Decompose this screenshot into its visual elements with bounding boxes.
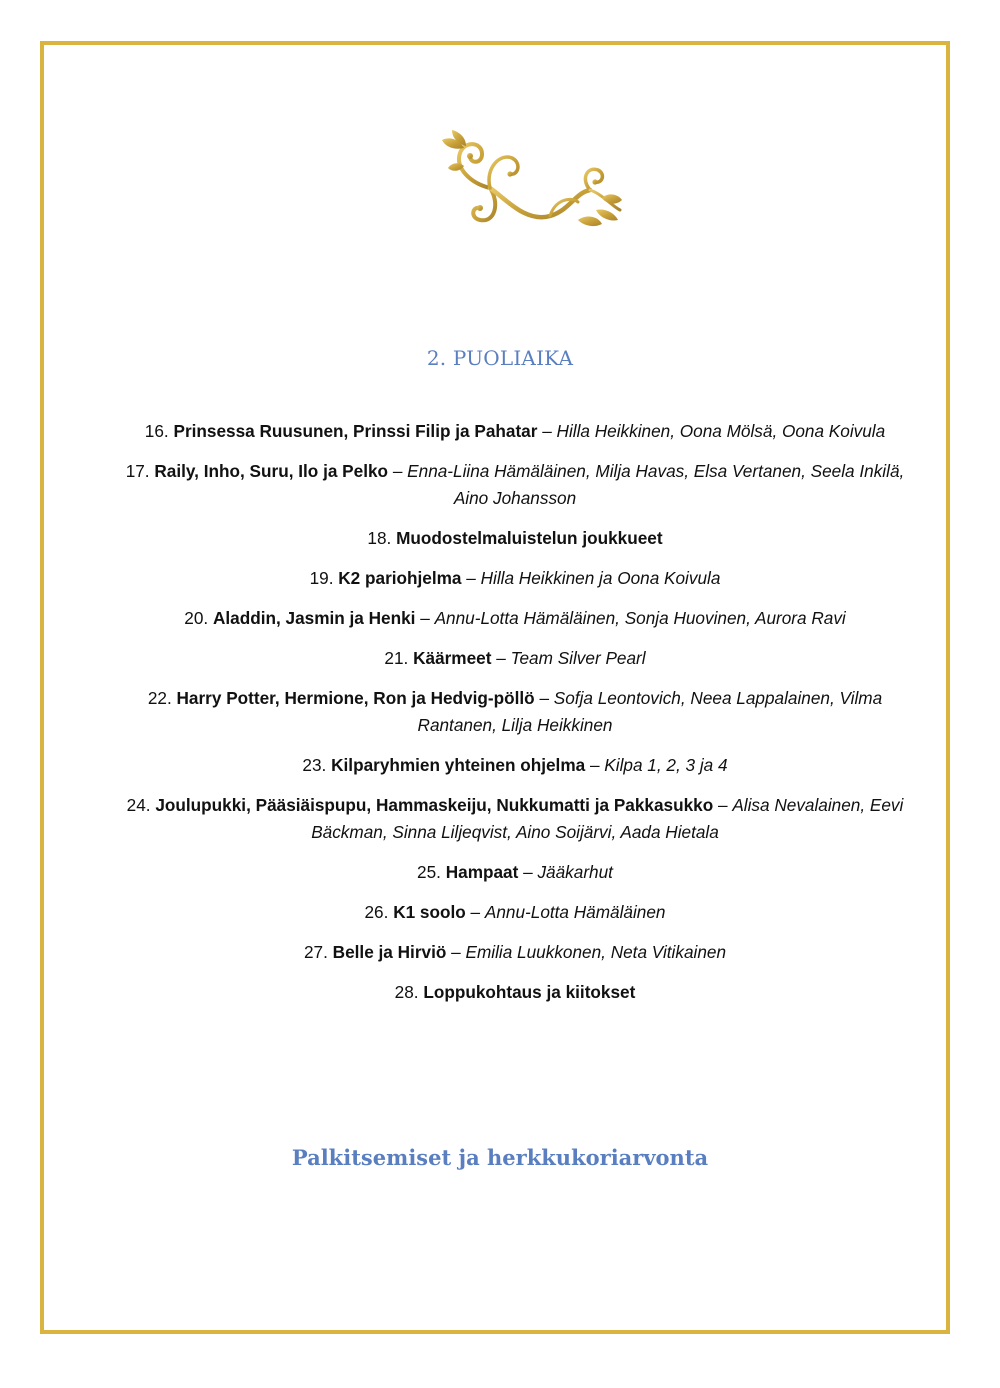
program-item — [120, 525, 910, 552]
program-item — [120, 645, 910, 672]
program-item — [120, 979, 910, 1006]
section-title: 2. PUOLIAIKA — [426, 346, 574, 370]
item-number: 20. — [184, 608, 209, 628]
program-item — [120, 685, 910, 739]
item-dash: – — [542, 421, 552, 441]
item-number: 22. — [147, 688, 172, 708]
item-performers: Alisa Nevalainen, Eevi Bäckman, Sinna Liljeqvist, Aino Soijärvi, Aada Hietala — [311, 795, 904, 842]
item-title: Prinsessa Ruusunen, Prinssi Filip ja Pahatar — [173, 421, 538, 441]
item-number: 18. — [367, 528, 392, 548]
program-list — [120, 418, 910, 1019]
item-title: Hampaat — [445, 862, 519, 882]
item-number: 17. — [125, 461, 150, 481]
item-dash: – — [466, 568, 476, 588]
item-performers: Jääkarhut — [537, 862, 613, 882]
item-number: 28. — [394, 982, 419, 1002]
item-performers: Kilpa 1, 2, 3 ja 4 — [604, 755, 728, 775]
item-number: 25. — [417, 862, 441, 882]
item-title: Loppukohtaus ja kiitokset — [423, 982, 636, 1002]
item-number: 26. — [364, 902, 389, 922]
item-title: Käärmeet — [413, 648, 492, 668]
item-title: K2 pariohjelma — [338, 568, 462, 588]
item-performers: Annu-Lotta Hämäläinen, Sonja Huovinen, Aurora Ravi — [434, 608, 846, 628]
item-performers: Emilia Luukkonen, Neta Vitikainen — [465, 942, 726, 962]
item-performers: Sofja Leontovich, Neea Lappalainen, Vilma Rantanen, Lilja Heikkinen — [417, 688, 883, 735]
item-title: Harry Potter, Hermione, Ron ja Hedvig-pöllö — [176, 688, 535, 708]
item-number: 16. — [144, 421, 169, 441]
item-title: Muodostelmaluistelun joukkueet — [396, 528, 663, 548]
item-dash: – — [539, 688, 549, 708]
program-item — [120, 752, 910, 779]
item-number: 27. — [303, 942, 328, 962]
program-item — [120, 859, 910, 886]
item-title: Belle ja Hirviö — [332, 942, 447, 962]
item-dash: – — [470, 902, 481, 922]
item-dash: – — [589, 755, 600, 775]
item-dash: – — [523, 862, 533, 882]
awards-heading: Palkitsemiset ja herkkukoriarvonta — [291, 1145, 709, 1170]
program-item — [120, 939, 910, 966]
item-title: Aladdin, Jasmin ja Henki — [212, 608, 416, 628]
item-title: Kilparyhmien yhteinen ohjelma — [331, 755, 586, 775]
program-item — [120, 458, 910, 512]
item-dash: – — [496, 648, 506, 668]
item-number: 23. — [302, 755, 327, 775]
item-dash: – — [420, 608, 430, 628]
item-title: K1 soolo — [393, 902, 466, 922]
item-performers: Team Silver Pearl — [510, 648, 646, 668]
item-dash: – — [451, 942, 461, 962]
item-title: Raily, Inho, Suru, Ilo ja Pelko — [154, 461, 389, 481]
program-item — [120, 418, 910, 445]
flourish-ornament-icon — [430, 128, 625, 238]
program-item — [120, 565, 910, 592]
item-number: 24. — [126, 795, 151, 815]
item-performers: Hilla Heikkinen ja Oona Koivula — [480, 568, 721, 588]
item-performers: Hilla Heikkinen, Oona Mölsä, Oona Koivula — [556, 421, 886, 441]
item-title: Joulupukki, Pääsiäispupu, Hammaskeiju, Nukkumatti ja Pakkasukko — [155, 795, 714, 815]
program-item — [120, 792, 910, 846]
item-number: 19. — [309, 568, 334, 588]
program-item — [120, 605, 910, 632]
item-performers: Enna-Liina Hämäläinen, Milja Havas, Elsa Vertanen, Seela Inkilä, Aino Johansson — [407, 461, 905, 508]
item-dash: – — [717, 795, 728, 815]
item-number: 21. — [384, 648, 409, 668]
item-dash: – — [392, 461, 403, 481]
program-item — [120, 899, 910, 926]
item-performers: Annu-Lotta Hämäläinen — [484, 902, 666, 922]
